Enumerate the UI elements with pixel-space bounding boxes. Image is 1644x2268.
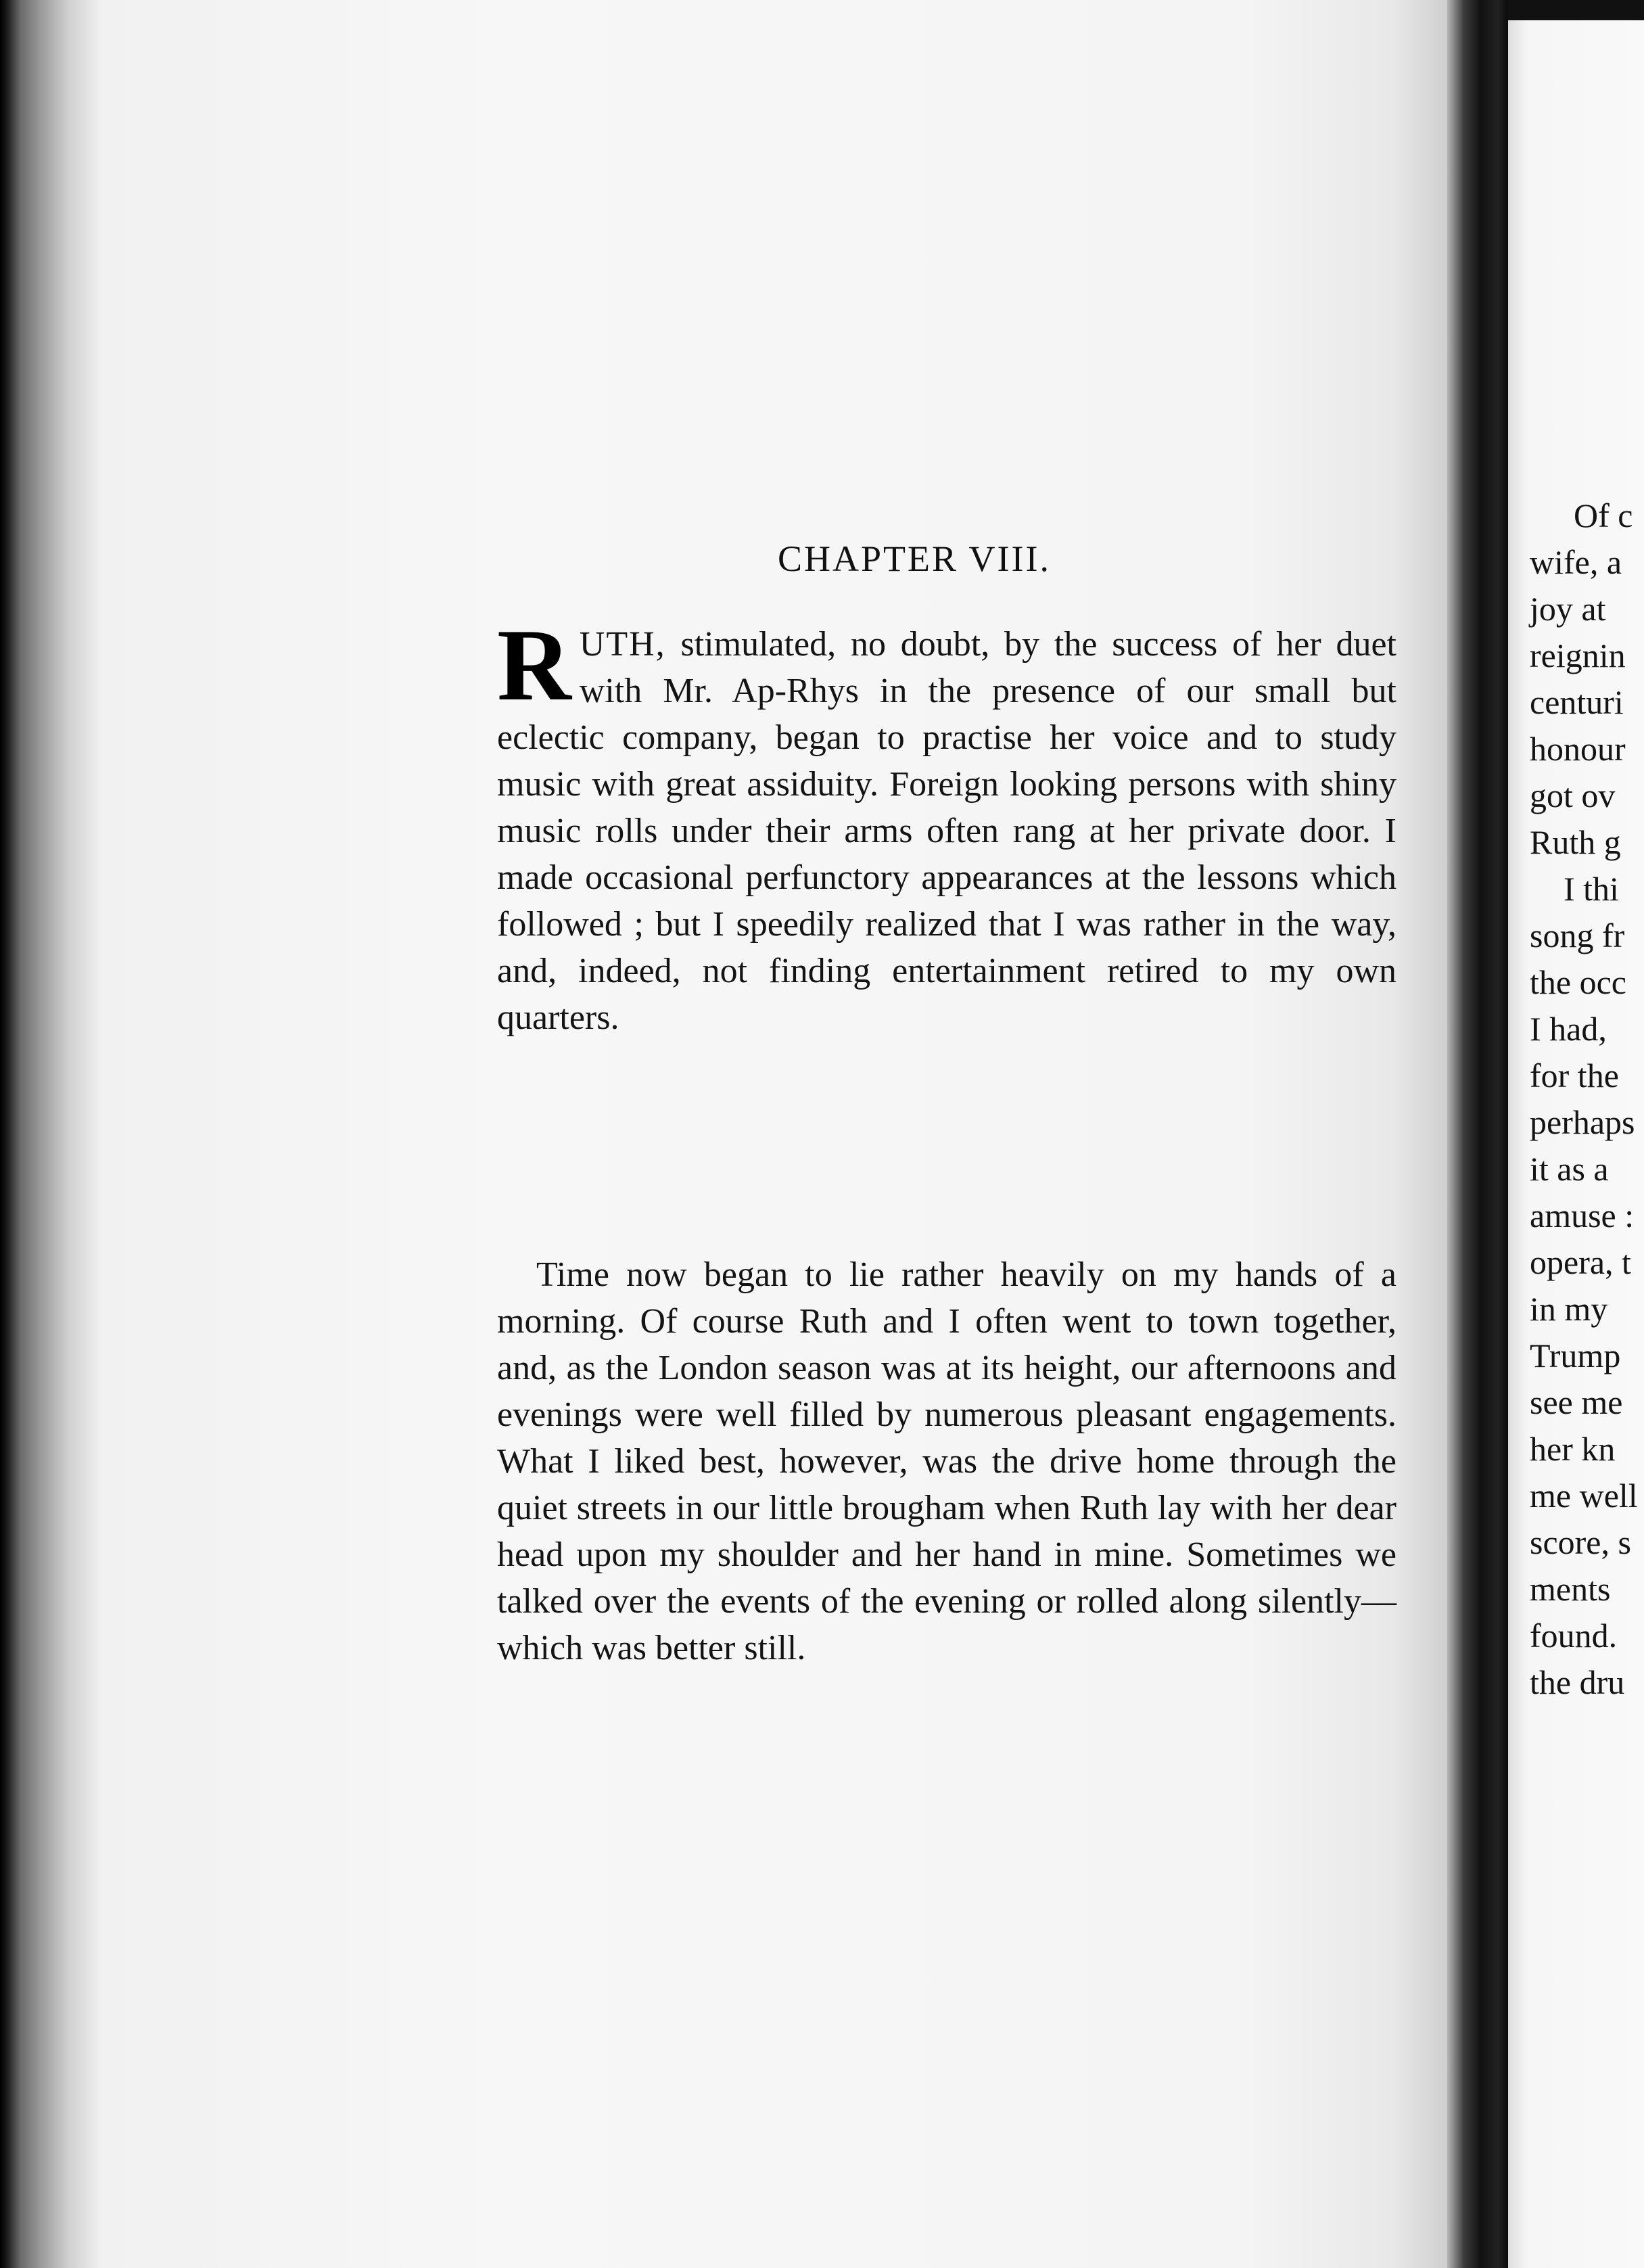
right-page-text	[1530, 492, 1644, 1706]
right-line: score, s	[1530, 1523, 1631, 1561]
right-line: Ruth g	[1530, 823, 1621, 861]
right-line: see me	[1530, 1383, 1623, 1421]
right-line: I had,	[1530, 1010, 1607, 1048]
right-line: ments	[1530, 1570, 1611, 1608]
right-line: I thi	[1564, 870, 1619, 908]
right-line: song fr	[1530, 917, 1625, 954]
scan-top-edge	[1508, 0, 1644, 20]
scan-left-margin	[0, 0, 101, 2268]
paragraph-2: Time now began to lie rather heavily on my hands of a morning. Of course Ruth and I often went to town together, and, as the London season was at its height, our afternoons and evenings were well filled by numerous pleasant engagements. What I liked best, however, was the drive home through the quiet streets in our little brougham when Ruth lay with her dear head upon my shoulder and her hand in mine. Sometimes we talked over the events of the evening or rolled along silently—which was better still.	[497, 1255, 1396, 1667]
right-line: Of c	[1574, 496, 1633, 534]
right-line: for the	[1530, 1057, 1619, 1094]
drop-cap: R	[497, 608, 571, 722]
chapter-title: CHAPTER VIII.	[778, 538, 1052, 579]
paragraph-1-text: stimulated, no doubt, by the success of her duet with Mr. Ap-Rhys in the presence of our small but eclectic company, began to practise her voice and to study music with great assiduity. Foreign looking persons with shiny music rolls under their arms often rang at her private door. I made occasional perfunctory appearances at the lessons which followed ; but I speedily realized that I was rather in the way, and, indeed, not finding entertainment retired to my own quarters.	[497, 625, 1396, 1037]
right-line: Trump	[1530, 1337, 1621, 1374]
right-line: it as a	[1530, 1150, 1609, 1188]
right-line: amuse :	[1530, 1197, 1635, 1234]
paragraph-1	[497, 608, 1396, 1041]
right-line: me well	[1530, 1477, 1638, 1514]
right-line: the occ	[1530, 963, 1626, 1001]
right-line: her kn	[1530, 1430, 1616, 1468]
left-page	[101, 0, 1447, 2268]
right-line: opera, t	[1530, 1243, 1631, 1281]
right-line: honour	[1530, 730, 1626, 768]
right-line: centuri	[1530, 683, 1624, 721]
right-line: in my	[1530, 1290, 1608, 1328]
right-line: reignin	[1530, 637, 1626, 674]
right-line: wife, a	[1530, 543, 1622, 581]
right-line: got ov	[1530, 777, 1616, 814]
book-gutter	[1447, 0, 1508, 2268]
paragraph-1-opening: UTH,	[579, 625, 666, 664]
right-line: the dru	[1530, 1663, 1625, 1701]
right-line: joy at	[1530, 590, 1606, 628]
right-line: perhaps	[1530, 1103, 1635, 1141]
right-line: found.	[1530, 1617, 1618, 1654]
